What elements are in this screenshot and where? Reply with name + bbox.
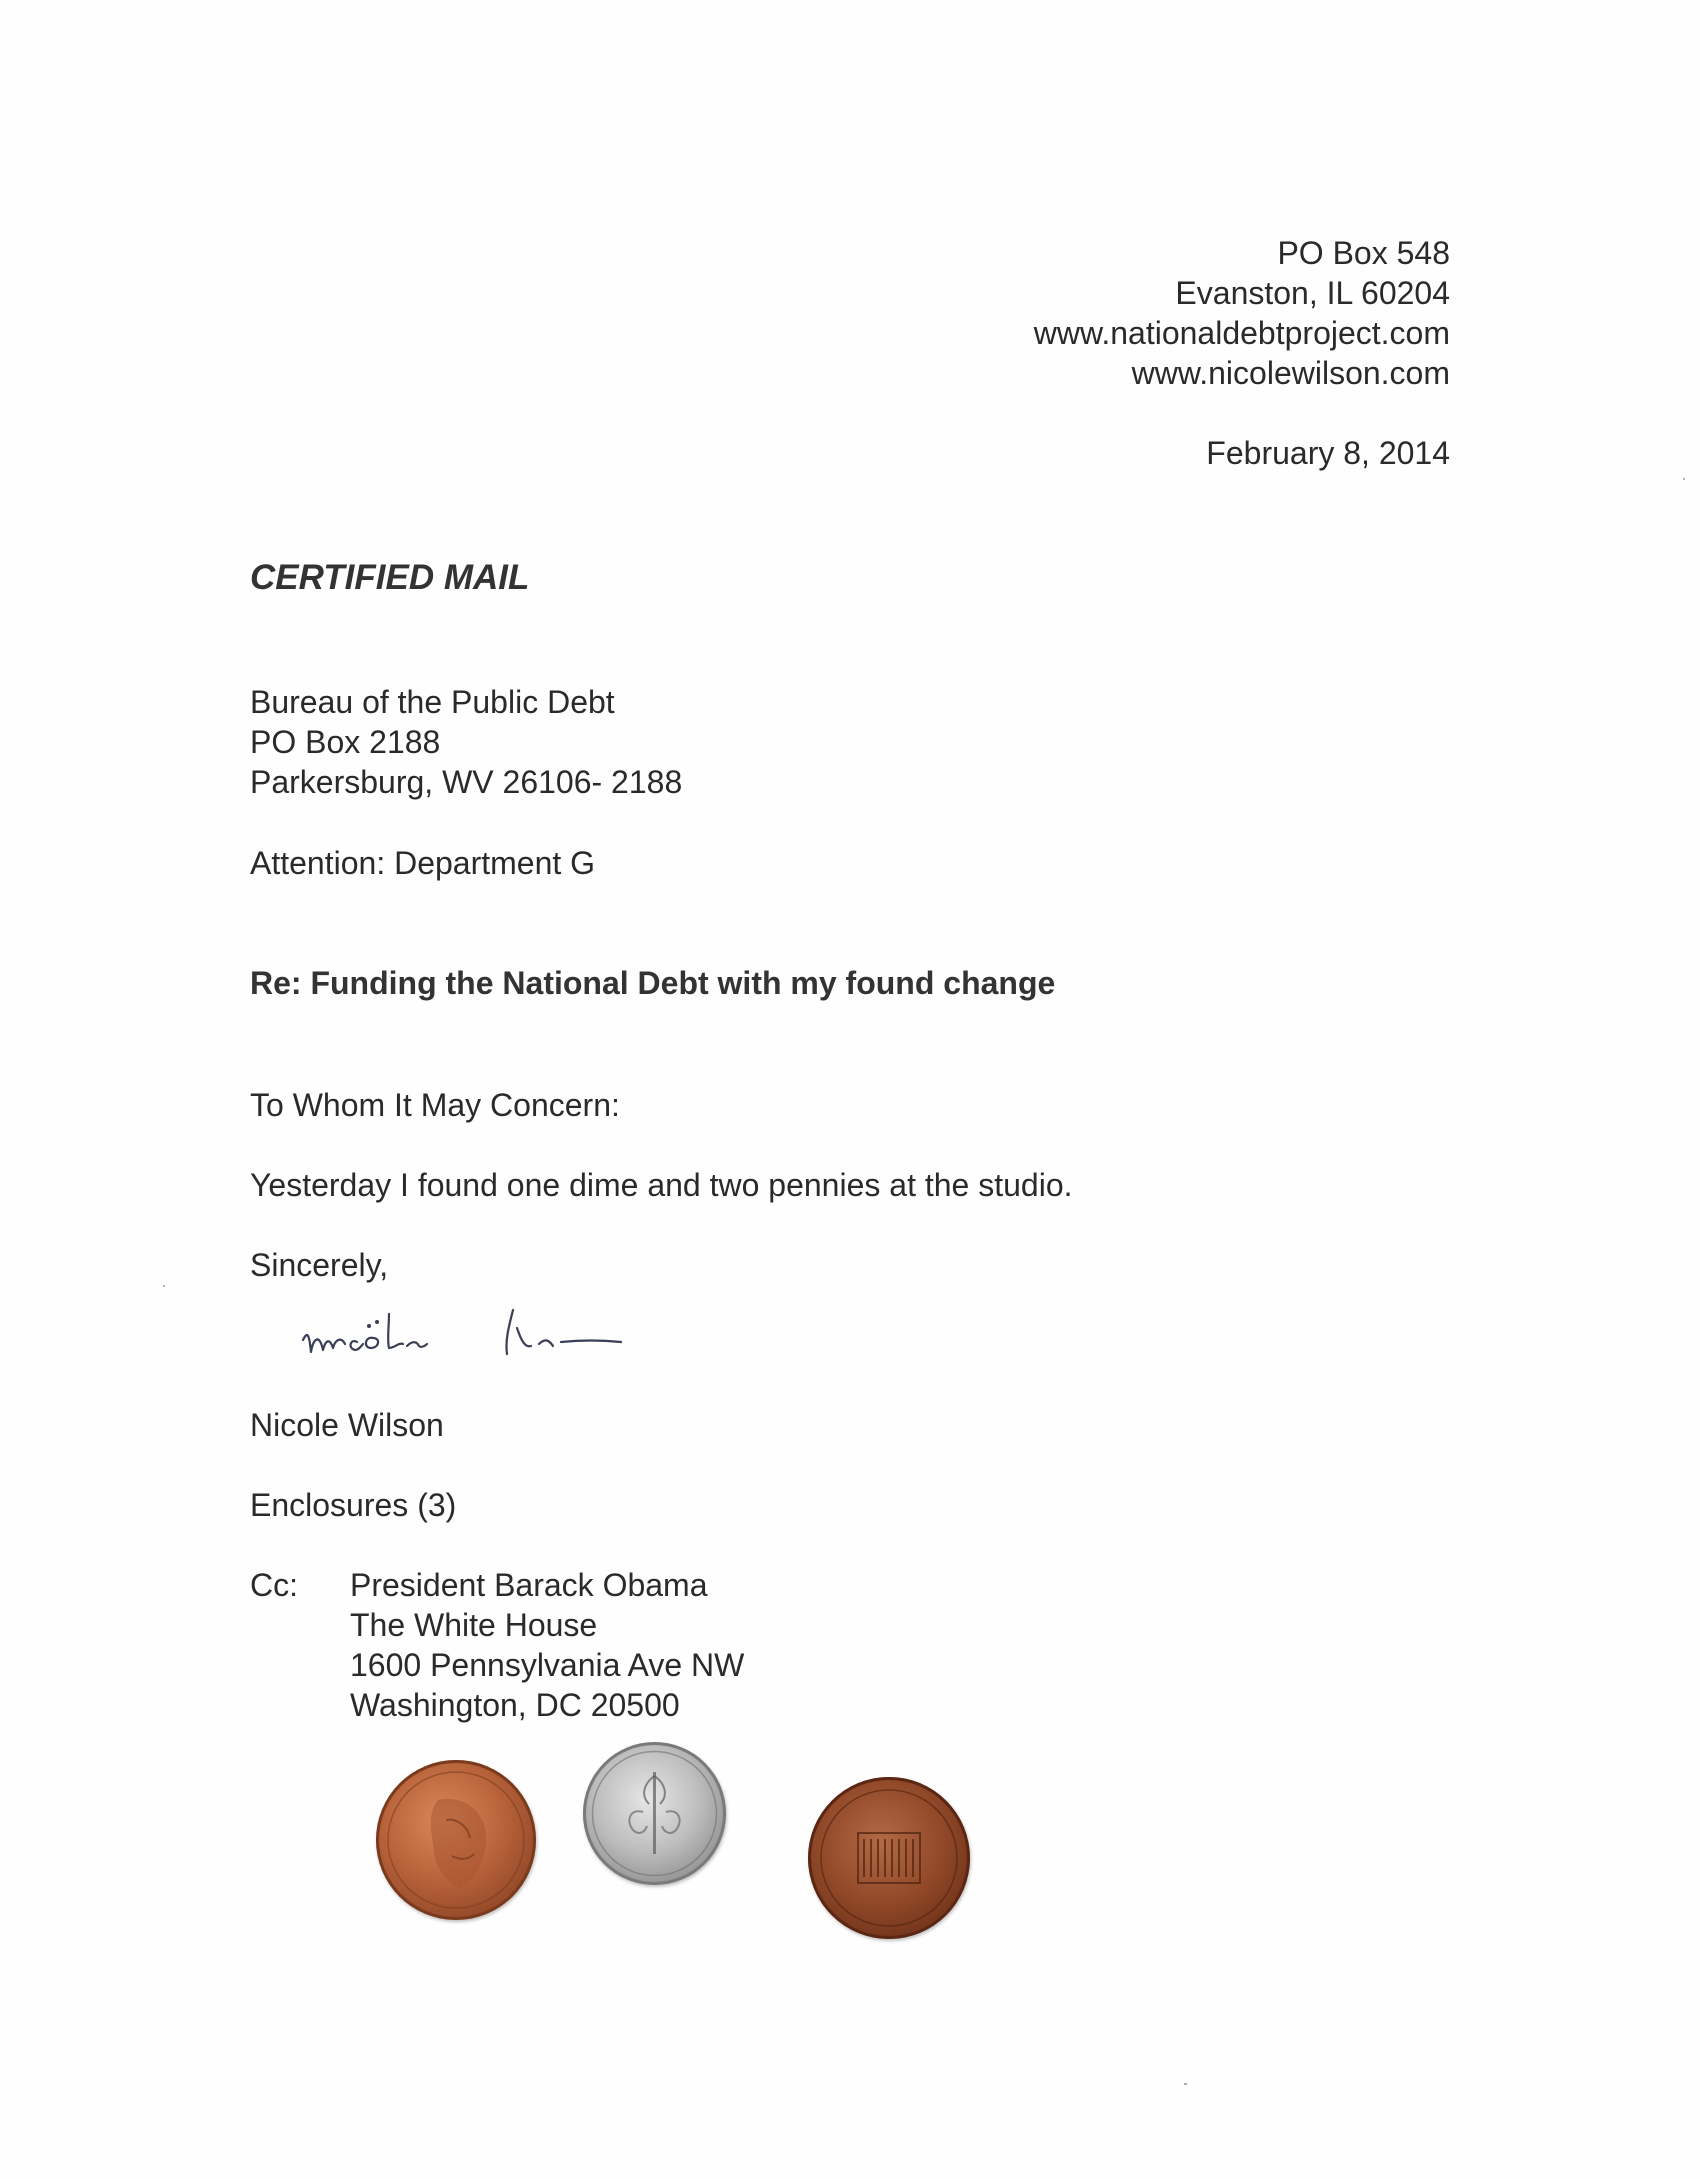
recipient-po-box: PO Box 2188 [250, 724, 441, 760]
return-address-website-2: www.nicolewilson.com [1131, 355, 1450, 391]
penny-reverse-coin [808, 1777, 970, 1939]
closing: Sincerely, [250, 1247, 389, 1283]
return-address-website-1: www.nationaldebtproject.com [1033, 315, 1450, 351]
enclosures-line: Enclosures (3) [250, 1487, 457, 1523]
recipient-city: Parkersburg, WV 26106- 2188 [250, 764, 683, 800]
dime-reverse-coin [583, 1742, 726, 1885]
recipient-name: Bureau of the Public Debt [250, 684, 615, 720]
cc-address [350, 1565, 744, 1725]
certified-mail-heading: CERTIFIED MAIL [250, 558, 530, 597]
cc-label: Cc: [250, 1567, 298, 1603]
subject-line: Re: Funding the National Debt with my found change [250, 965, 1056, 1001]
paper-speck [1184, 2083, 1187, 2085]
signer-name: Nicole Wilson [250, 1407, 444, 1443]
salutation: To Whom It May Concern: [250, 1087, 620, 1123]
return-address [1034, 233, 1450, 393]
recipient-address [250, 682, 682, 802]
return-address-city: Evanston, IL 60204 [1175, 275, 1450, 311]
letter-date: February 8, 2014 [1206, 435, 1450, 471]
letter-body: Yesterday I found one dime and two pennies at the studio. [250, 1167, 1073, 1203]
return-address-po-box: PO Box 548 [1277, 235, 1450, 271]
cc-street: 1600 Pennsylvania Ave NW [350, 1647, 745, 1683]
cc-organization: The White House [350, 1607, 598, 1643]
cc-city: Washington, DC 20500 [350, 1687, 680, 1723]
dime-reverse-icon [583, 1742, 726, 1885]
lincoln-memorial-icon [808, 1777, 970, 1939]
attention-line: Attention: Department G [250, 845, 596, 881]
penny-obverse-icon [376, 1760, 536, 1920]
penny-obverse-coin [376, 1760, 536, 1920]
handwritten-signature [295, 1292, 655, 1372]
paper-speck [163, 1285, 165, 1287]
paper-speck [1683, 478, 1685, 480]
cc-name: President Barack Obama [350, 1567, 708, 1603]
